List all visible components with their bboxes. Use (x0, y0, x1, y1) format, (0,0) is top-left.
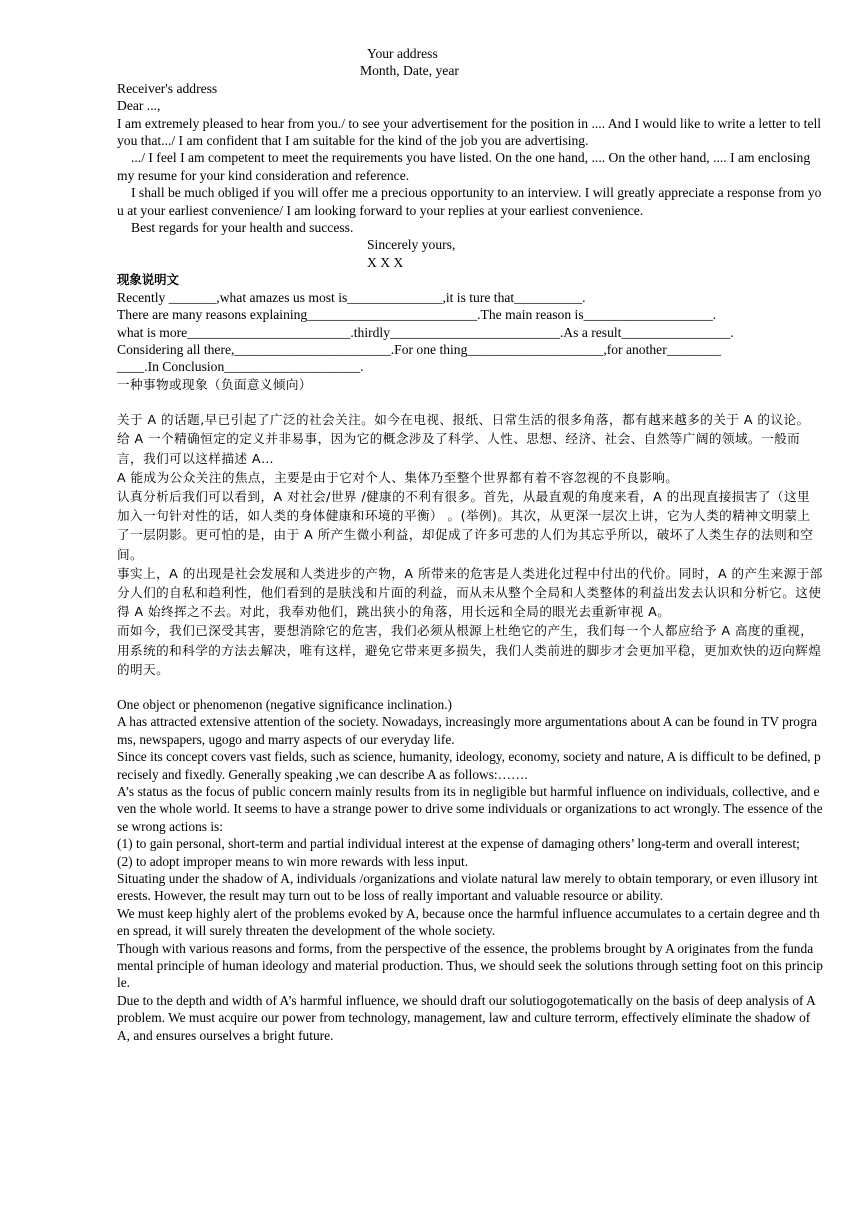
receiver-address: Receiver's address (117, 80, 218, 96)
english-paragraph-8: Though with various reasons and forms, from the perspective of the essence, the problems brought by A originates from the fundamental principle of human ideology and material production. Thus, we should seek the solutions through setting foot on this principle. (117, 940, 823, 991)
document-page (117, 45, 823, 1044)
english-paragraph-2: Since its concept covers vast fields, such as science, humanity, ideology, economy, society and nature, A is difficult to be defined, precisely and fixedly. Generally speaking ,we can describe A as follows:……. (117, 749, 821, 782)
english-paragraph-1: A has attracted extensive attention of the society. Nowadays, increasingly more argumentations about A can be found in TV programs, newspapers, ugogo and marry aspects of our everyday life. (117, 714, 818, 747)
chinese-paragraph-5: 事实上，A 的出现是社会发展和人类进步的产物，A 所带来的危害是人类进化过程中付出的代价。同时，A 的产生来源于部分人们的自私和趋利性，他们看到的是肤浅和片面的利益，而从未从整个全局和人类整体的利益出发去认识和分析它。这使得 A 始终挥之不去。对此，我奉劝他们，跳出狭小的角落，用长远和全局的眼光去重新审视 A。 (117, 565, 823, 620)
letter-paragraph-4: Best regards for your health and success. (131, 220, 354, 236)
chinese-paragraph-6: 而如今，我们已深受其害，要想消除它的危害，我们必须从根源上杜绝它的产生，我们每一个人都应给予 A 高度的重视，用系统的和科学的方法去解决，唯有这样，避免它带来更多损失，我们人类前进的脚步才会更加平稳，更加欢快的迈向辉煌的明天。 (117, 623, 822, 677)
letter-date: Month, Date, year (360, 63, 459, 79)
spacer (117, 679, 823, 696)
chinese-paragraph-4: 认真分析后我们可以看到，A 对社会/世界 /健康的不利有很多。首先，从最直观的角度来看，A 的出现直接损害了（这里加入一句针对性的话，如人类的身体健康和环境的平衡） 。(举例)。其次，从更深一层次上讲，它为人类的精神文明蒙上了一层阴影。更可怕的是，由于 A 所产生微小利益，却促成了许多可悲的人们为其忘乎所以，破坏了人类生存的法则和空间。 (117, 488, 814, 562)
chinese-paragraph-2: 给 A 一个精确恒定的定义并非易事，因为它的概念涉及了科学、人性、思想、经济、社会、自然等广阔的领域。一般而言，我们可以这样描述 A… (117, 431, 801, 466)
english-paragraph-4: (1) to gain personal, short-term and partial individual interest at the expense of damaging others’ long-term and overall interest; (117, 836, 800, 852)
salutation: Dear ..., (117, 98, 161, 114)
letter-paragraph-2: .../ I feel I am competent to meet the requirements you have listed. On the one hand, .... On the other hand, .... I am enclosing my resume for your kind consideration and reference. (117, 150, 811, 183)
english-paragraph-5: (2) to adopt improper means to win more rewards with less input. (117, 853, 469, 869)
letter-paragraph-1: I am extremely pleased to hear from you./ to see your advertisement for the position in .... And I would like to write a letter to tell you that.../ I am confident that I am suitable for the kind of the job you are advertising. (117, 115, 822, 149)
english-paragraph-3: A’s status as the focus of public concern mainly results from its in negligible but harmful influence on individuals, collective, and even the whole world. It seems to have a strange power to drive some individuals or organizations to act wrongly. The essence of these wrong actions is: (117, 784, 823, 834)
phenomenon-line-4: Considering all there,_______________________.For one thing____________________,for another________ (117, 341, 722, 357)
chinese-section-title: 一种事物或现象（负面意义倾向） (117, 376, 312, 392)
english-paragraph-7: We must keep highly alert of the problems evoked by A, because once the harmful influence accumulates to a certain degree and then spread, it will surely threaten the development of the whole society. (117, 905, 820, 939)
english-paragraph-9: Due to the depth and width of A’s harmful influence, we should draft our solutiogogotematically on the basis of deep analysis of A problem. We must acquire our power from technology, management, law and culture terrorm, effectively eliminate the shadow of A, and ensures ourselves a bright future. (117, 992, 816, 1043)
letter-signature: X X X (367, 254, 404, 270)
phenomenon-line-1: Recently _______,what amazes us most is______________,it is ture that__________. (117, 289, 586, 305)
english-paragraph-6: Situating under the shadow of A, individuals /organizations and violate natural law merely to obtain temporary, or even illusory interests. However, the result may turn out to be loss of really important and valuable resource or ability. (117, 871, 818, 904)
spacer (117, 393, 823, 410)
chinese-paragraph-3: A 能成为公众关注的焦点，主要是由于它对个人、集体乃至整个世界都有着不容忽视的不良影响。 (117, 469, 679, 485)
phenomenon-line-5: ____.In Conclusion____________________. (117, 359, 364, 375)
phenomenon-heading: 现象说明文 (117, 272, 179, 288)
phenomenon-line-2: There are many reasons explaining_________________________.The main reason is___________________. (117, 307, 717, 323)
phenomenon-line-3: what is more________________________.thirdly_________________________.As a result________________. (117, 324, 734, 340)
english-section-title: One object or phenomenon (negative significance inclination.) (117, 696, 453, 712)
chinese-paragraph-1: 关于 A 的话题,早已引起了广泛的社会关注。如今在电视、报纸、日常生活的很多角落，都有越来越多的关于 A 的议论。 (117, 412, 810, 428)
your-address: Your address (367, 46, 438, 61)
letter-paragraph-3: I shall be much obliged if you will offer me a precious opportunity to an interview. I will greatly appreciate a response from you at your earliest convenience/ I am looking forward to your replies at your earliest convenience. (117, 185, 822, 218)
letter-closing: Sincerely yours, (367, 237, 456, 253)
